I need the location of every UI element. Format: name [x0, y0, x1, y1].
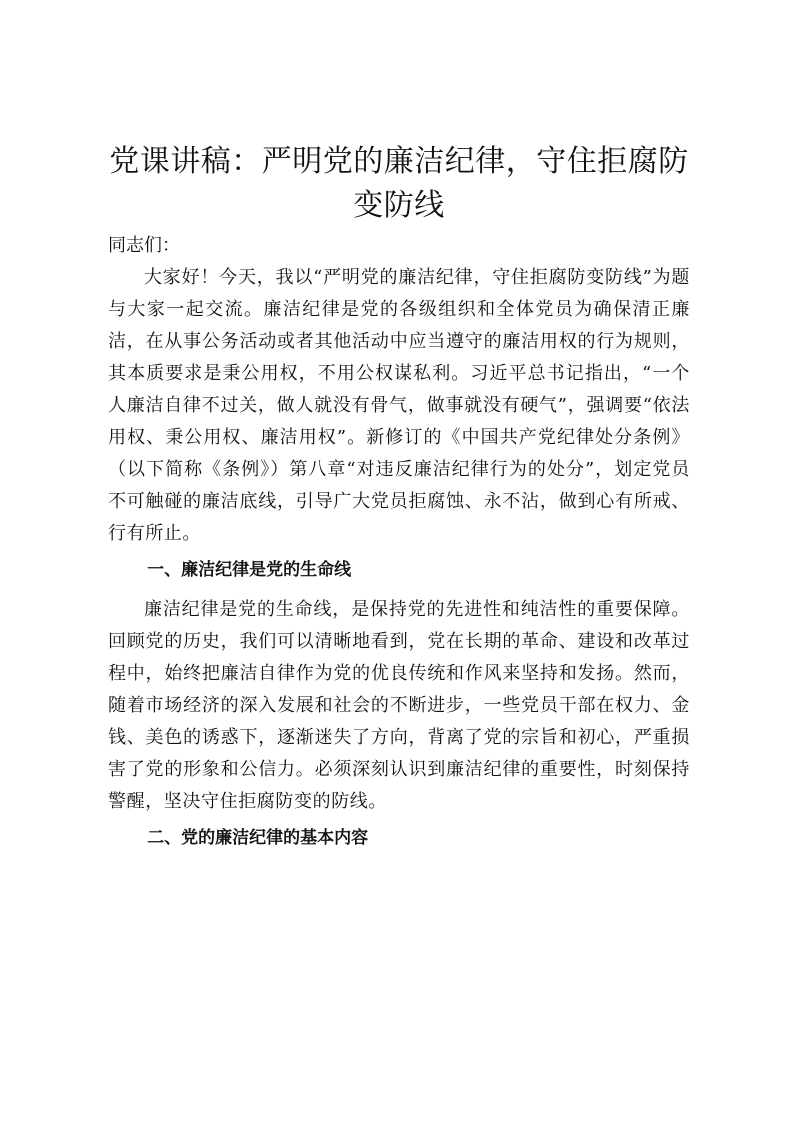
section-2-heading: 二、党的廉洁纪律的基本内容: [147, 828, 369, 848]
intro-paragraph: 大家好！今天，我以“严明党的廉洁纪律，守住拒腐防变防线”为题与大家一起交流。廉洁纪律是党的各级组织和全体党员为确保清正廉洁，在从事公务活动或者其他活动中应当遵守的廉洁用权的行为规则，其本质要求是秉公用权，不用公权谋私利。习近平总书记指出，“一个人廉洁自律不过关，做人就没有骨气，做事就没有硬气”，强调要“依法用权、秉公用权、廉洁用权”。新修订的《中国共产党纪律处分条例》（以下简称《条例》）第八章“对违反廉洁纪律行为的处分”，划定党员不可触碰的廉洁底线，引导广大党员拒腐蚀、永不沾，做到心有所戒、行有所止。: [108, 267, 690, 544]
document-page: [108, 140, 690, 862]
document-title: 党课讲稿：严明党的廉洁纪律，守住拒腐防变防线: [109, 144, 689, 223]
section-1-paragraph: 廉洁纪律是党的生命线，是保持党的先进性和纯洁性的重要保障。回顾党的历史，我们可以清晰地看到，党在长期的革命、建设和改革过程中，始终把廉洁自律作为党的优良传统和作风来坚持和发扬。然而，随着市场经济的深入发展和社会的不断进步，一些党员干部在权力、金钱、美色的诱惑下，逐渐迷失了方向，背离了党的宗旨和初心，严重损害了党的形象和公信力。必须深刻认识到廉洁纪律的重要性，时刻保持警醒，坚决守住拒腐防变的防线。: [108, 599, 690, 812]
section-1-heading: 一、廉洁纪律是党的生命线: [147, 560, 352, 580]
salutation: 同志们：: [108, 235, 180, 256]
